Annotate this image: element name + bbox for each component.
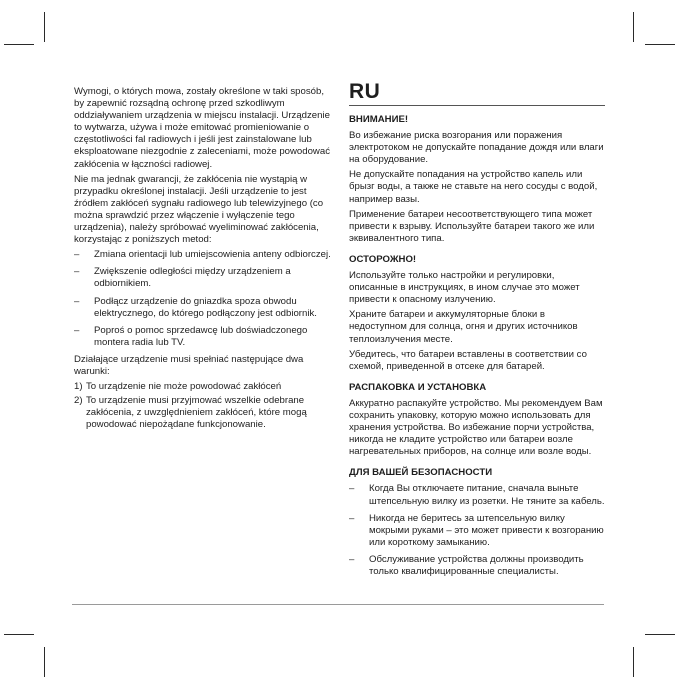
language-heading: RU (349, 80, 605, 106)
list-item: – Никогда не беритесь за штепсельную вилку мокрыми руками – это может привести к возгоранию или короткому замыканию. (349, 513, 605, 549)
list-item: – Zwiększenie odległości między urządzeniem a odbiornikiem. (74, 266, 332, 290)
left-column (74, 86, 332, 433)
paragraph: Не допускайте попадания на устройство капель или брызг воды, а также не ставьте на него сосуды с водой, например вазы. (349, 169, 598, 205)
paragraph: Аккуратно распакуйте устройство. Мы рекомендуем Вам сохранить упаковку, которую можно использовать для хранения устройства. Во избежание порчи устройства, никогда не кладите устройство или батареи возле нагревательных приборов, на солнце или возле воды. (349, 397, 603, 458)
list-item (74, 381, 332, 393)
safety-list (349, 483, 605, 578)
crop-mark (633, 647, 634, 677)
section-heading: ОСТОРОЖНО! (349, 253, 417, 265)
list-item: – Когда Вы отключаете питание, сначала выньте штепсельную вилку из розетки. Не тяните за кабель. (349, 483, 605, 507)
conditions-list (74, 381, 332, 431)
list-item: – Zmiana orientacji lub umiejscowienia anteny odbiorczej. (74, 249, 332, 261)
crop-mark (4, 634, 34, 635)
crop-mark (633, 12, 634, 42)
section-heading: ДЛЯ ВАШЕЙ БЕЗОПАСНОСТИ (349, 467, 493, 479)
crop-mark (4, 44, 34, 45)
paragraph: Во избежание риска возгорания или поражения электротоком не допускайте попадание дождя или влаги на оборудование. (349, 130, 604, 166)
methods-list (74, 249, 332, 349)
list-number: 2) (74, 395, 83, 407)
paragraph: Działające urządzenie musi spełniać następujące dwa warunki: (74, 353, 304, 377)
list-item: – Podłącz urządzenie do gniazdka spoza obwodu elektrycznego, do którego podłączony jest odbiornik. (74, 296, 332, 320)
section-heading: РАСПАКОВКА И УСТАНОВКА (349, 381, 487, 393)
list-number: 1) (74, 381, 83, 393)
crop-mark (44, 647, 45, 677)
list-item (74, 395, 332, 431)
list-text: To urządzenie musi przyjmować wszelkie odebrane zakłócenia, z uwzględnieniem zakłóceń, które mogą powodować niepożądane funkcjonowanie. (86, 395, 307, 431)
paragraph: Храните батареи и аккумуляторные блоки в недоступном для солнца, огня и других источников теплоизлучения месте. (349, 309, 578, 345)
paragraph: Используйте только настройки и регулировки, описанные в инструкциях, в ином случае это может привести к опасному излучению. (349, 270, 580, 306)
crop-mark (44, 12, 45, 42)
paragraph: Применение батареи несоответствующего типа может привести к взрыву. Используйте батареи такого же или эквивалентного типа. (349, 208, 595, 244)
list-item: – Обслуживание устройства должны производить только квалифицированные специалисты. (349, 554, 605, 578)
paragraph: Nie ma jednak gwarancji, że zakłócenia nie wystąpią w przypadku określonej instalacji. Jeśli urządzenie to jest źródłem zakłóceń sygnału radiowego lub telewizyjnego (co można sprawdzić przez włączenie i wyłączenie tego urządzenia), należy spróbować wyeliminować zakłócenia, korzystając z poniższych metod: (74, 173, 324, 246)
bottom-rule (72, 604, 604, 605)
section-heading: ВНИМАНИЕ! (349, 114, 409, 125)
list-item: – Poproś o pomoc sprzedawcę lub doświadczonego montera radia lub TV. (74, 325, 332, 349)
crop-mark (645, 634, 675, 635)
right-column (349, 80, 605, 583)
paragraph: Убедитесь, что батареи вставлены в соответствии со схемой, приведенной в отсеке для батарей. (349, 348, 587, 372)
list-text: To urządzenie nie może powodować zakłóceń (86, 381, 282, 393)
paragraph: Wymogi, o których mowa, zostały określone w taki sposób, by zapewnić rozsądną ochronę przed szkodliwym oddziaływaniem urządzenia w miejscu instalacji. Urządzenie to wytwarza, używa i może emitować promieniowanie o częstotliwości fal radiowych i jeśli jest zainstalowane lub eksploatowane niezgodnie z zaleceniami, może powodować zakłócenia w łączności radiowej. (74, 86, 330, 170)
crop-mark (645, 44, 675, 45)
